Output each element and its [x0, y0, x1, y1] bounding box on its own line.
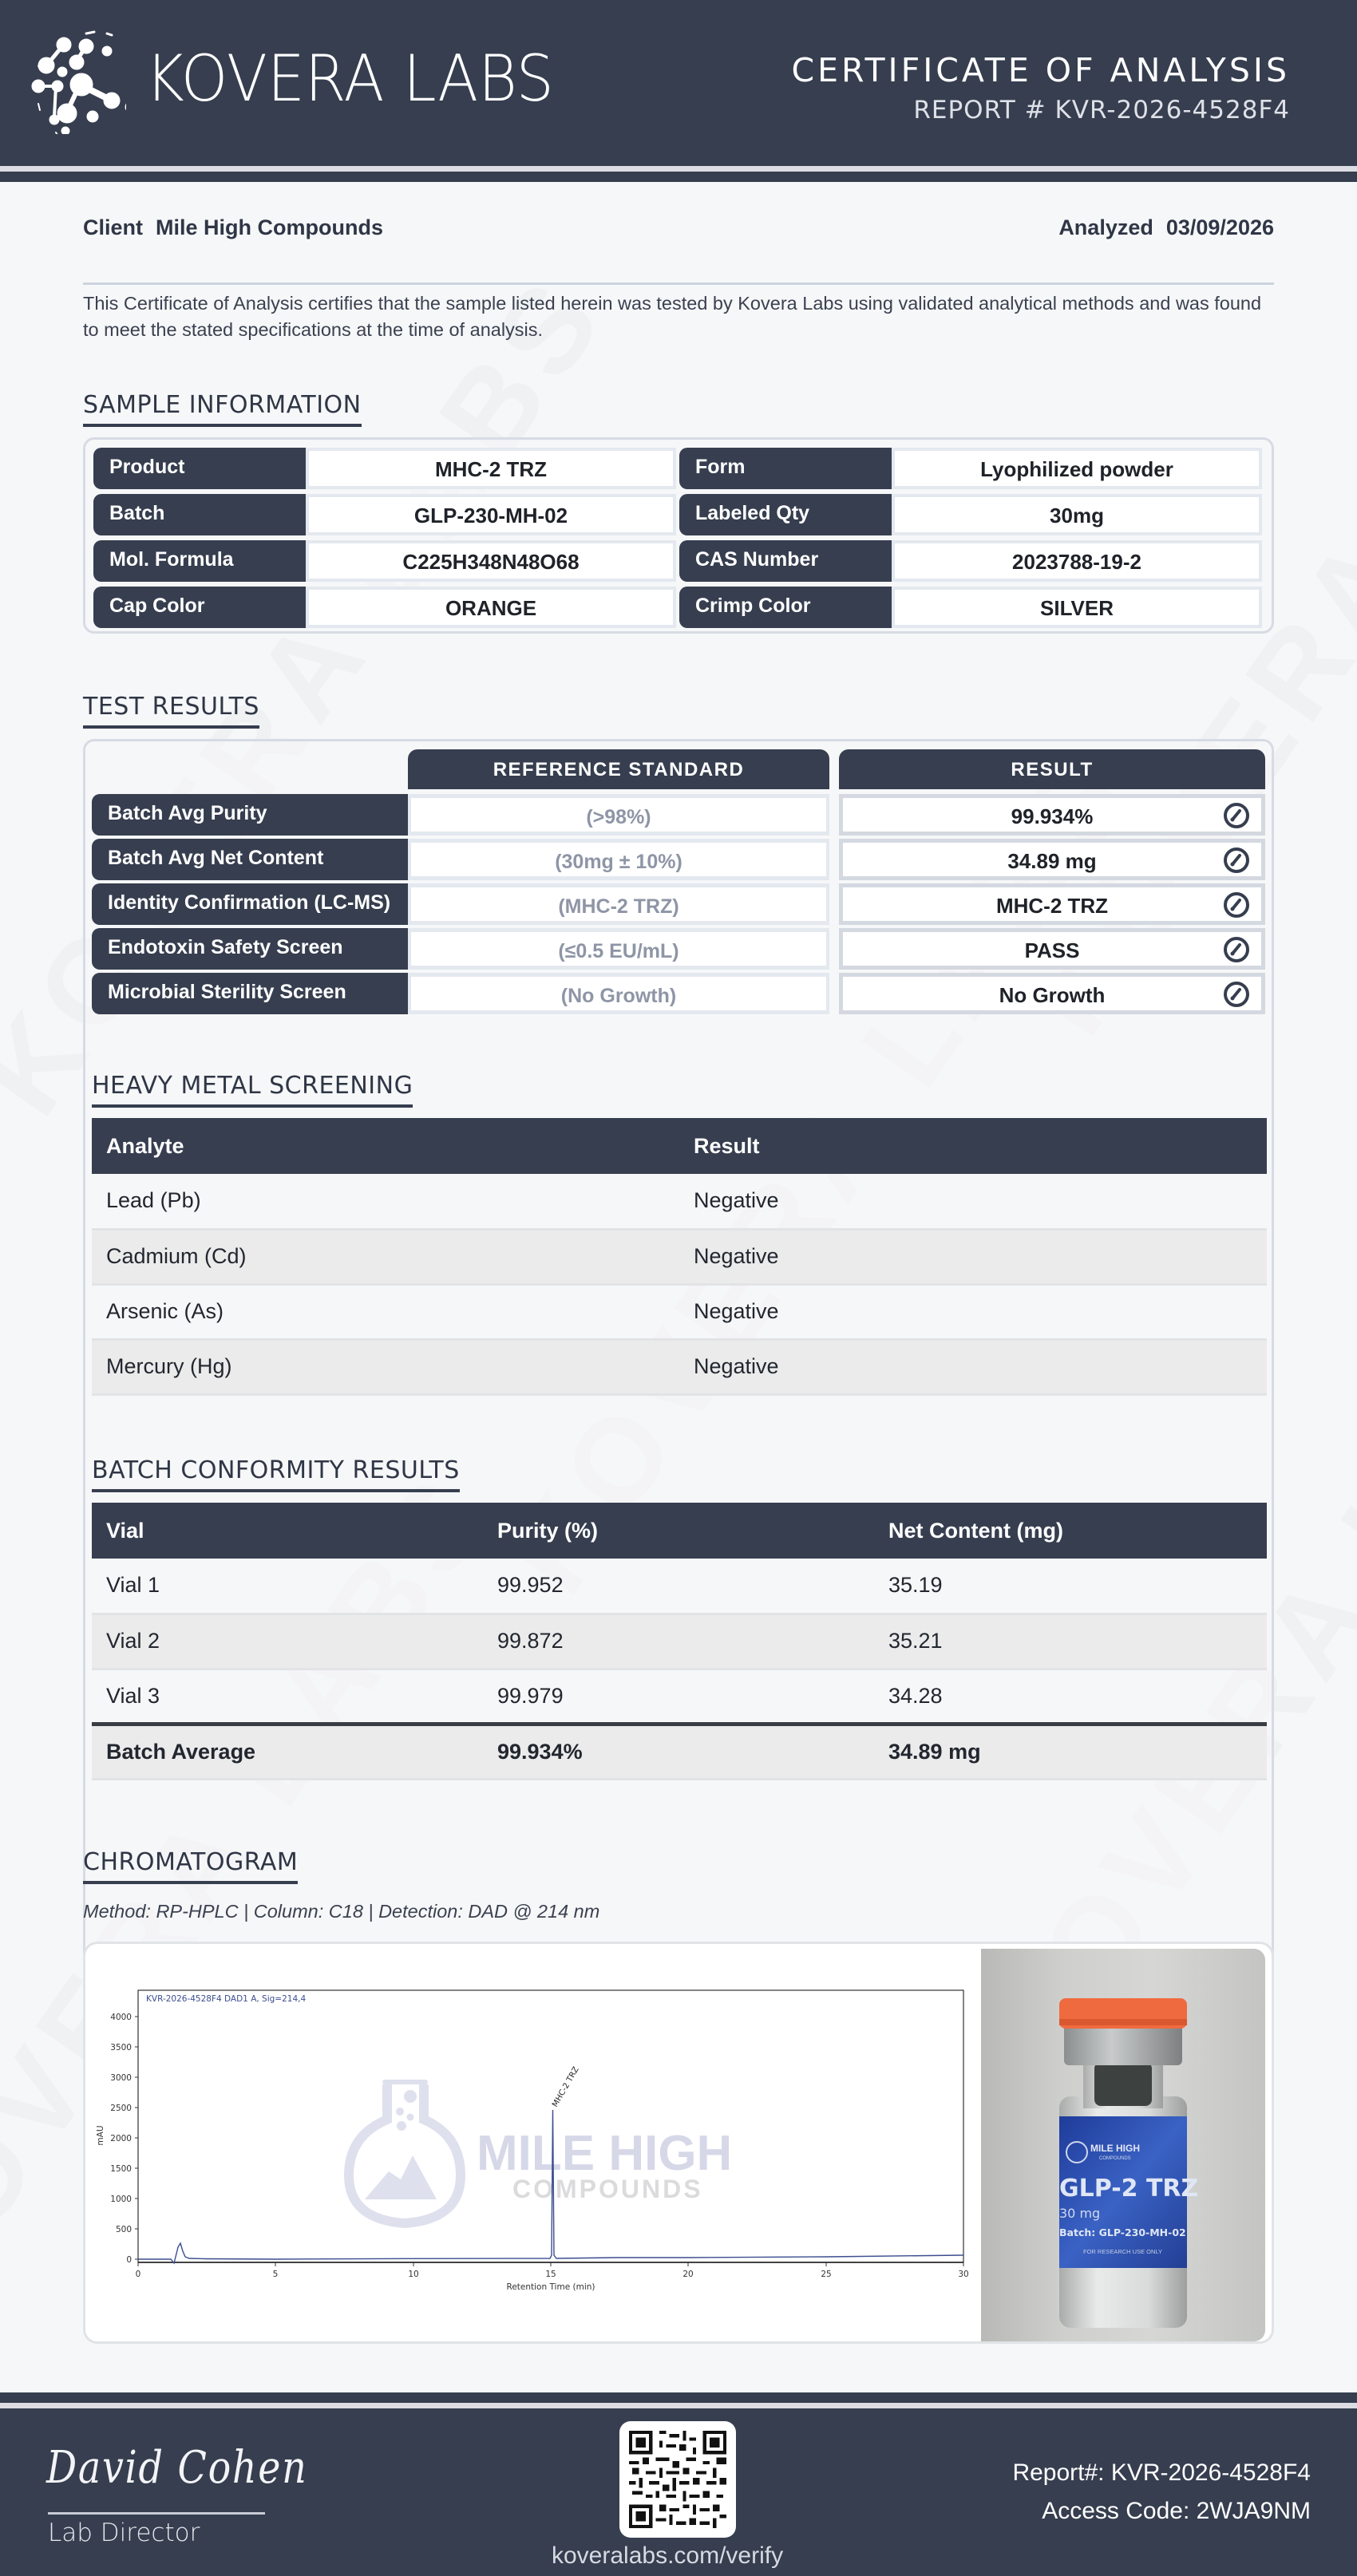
signer-title: Lab Director: [48, 2519, 200, 2547]
field-value: MHC-2 TRZ: [306, 448, 676, 489]
section-title-test-results: TEST RESULTS: [83, 693, 259, 729]
batch-conformity-table: [92, 1503, 1267, 1780]
field-label: Product: [93, 448, 306, 489]
result-value: No Growth: [839, 973, 1265, 1014]
verification-qr-code[interactable]: [619, 2421, 736, 2538]
heavy-metal-table: [92, 1118, 1267, 1396]
chromatogram-card: [83, 1942, 1274, 2344]
sample-row-form: [679, 448, 1262, 489]
field-label: Batch: [93, 494, 306, 535]
pass-check-icon: [1223, 891, 1250, 919]
svg-text:30 mg: 30 mg: [1059, 2206, 1101, 2221]
document-title: CERTIFICATE OF ANALYSIS: [791, 51, 1290, 89]
qr-code-icon: [629, 2431, 726, 2528]
sample-row-mol-formula: [93, 540, 676, 582]
field-label: Labeled Qty: [679, 494, 892, 535]
svg-text:COMPOUNDS: COMPOUNDS: [1099, 2156, 1131, 2161]
result-value: 34.89 mg: [839, 839, 1265, 880]
table-row: Arsenic (As) Negative: [92, 1284, 1267, 1339]
analyzed-label: Analyzed: [1058, 215, 1153, 239]
test-name: Microbial Sterility Screen: [92, 973, 408, 1014]
svg-text:MILE HIGH: MILE HIGH: [477, 2126, 733, 2181]
svg-text:MILE HIGH: MILE HIGH: [1090, 2143, 1140, 2154]
table-header-row: [92, 1503, 1267, 1559]
client-meta: [83, 215, 1274, 247]
column-header-result: RESULT: [839, 749, 1265, 789]
test-results-card: [83, 739, 1274, 1970]
section-title-batch-conformity: BATCH CONFORMITY RESULTS: [92, 1456, 460, 1492]
column-header: Purity (%): [483, 1503, 874, 1559]
pass-check-icon: [1223, 847, 1250, 874]
analyzed-date: 03/09/2026: [1165, 215, 1274, 239]
reference-value: (No Growth): [408, 973, 829, 1014]
field-label: CAS Number: [679, 540, 892, 582]
table-row: Mercury (Hg) Negative: [92, 1339, 1267, 1394]
column-header: Net Content (mg): [874, 1503, 1267, 1559]
reference-value: (>98%): [408, 794, 829, 836]
sample-row-cap-color: [93, 587, 676, 628]
svg-text:FOR RESEARCH USE ONLY: FOR RESEARCH USE ONLY: [1083, 2248, 1163, 2255]
column-header: Result: [679, 1118, 1267, 1174]
column-header: Vial: [92, 1503, 483, 1559]
table-row: Vial 1 99.952 35.19: [92, 1559, 1267, 1614]
field-value: C225H348N48O68: [306, 540, 676, 582]
svg-text:Batch: GLP-230-MH-02: Batch: GLP-230-MH-02: [1059, 2226, 1186, 2238]
sample-row-batch: [93, 494, 676, 535]
test-name: Batch Avg Purity: [92, 794, 408, 836]
field-value: 30mg: [892, 494, 1262, 535]
verify-link[interactable]: koveralabs.com/verify: [552, 2542, 784, 2569]
svg-text:3000: 3000: [110, 2073, 132, 2083]
chart-title: KVR-2026-4528F4 DAD1 A, Sig=214,4: [146, 1994, 307, 2004]
svg-text:1500: 1500: [110, 2164, 132, 2174]
client-label: Client: [83, 215, 144, 239]
director-signature: David Cohen: [46, 2442, 308, 2494]
batch-average-row: Batch Average 99.934% 34.89 mg: [92, 1724, 1267, 1779]
table-row: Cadmium (Cd) Negative: [92, 1229, 1267, 1284]
column-header: Analyte: [92, 1118, 679, 1174]
svg-text:500: 500: [115, 2225, 132, 2234]
section-title-heavy-metal-screening: HEAVY METAL SCREENING: [92, 1072, 413, 1108]
section-title-chromatogram: CHROMATOGRAM: [83, 1848, 298, 1884]
pass-check-icon: [1223, 802, 1250, 829]
footer-stripe: [0, 2403, 1357, 2408]
test-name: Endotoxin Safety Screen: [92, 928, 408, 970]
svg-text:GLP-2 TRZ: GLP-2 TRZ: [1059, 2175, 1199, 2203]
report-number: REPORT # KVR-2026-4528F4: [913, 96, 1290, 124]
svg-text:25: 25: [821, 2270, 832, 2279]
divider: [83, 282, 1274, 285]
svg-text:4000: 4000: [110, 2013, 132, 2022]
intro-paragraph: This Certificate of Analysis certifies that the sample listed herein was tested by Kovera Labs using validated analytical methods and was found to meet the stated specifications at the time of analysis.: [83, 293, 1262, 340]
result-value: MHC-2 TRZ: [839, 883, 1265, 925]
report-footer: [0, 2392, 1357, 2576]
header-stripe: [0, 166, 1357, 172]
kovera-molecule-logo-icon: [14, 22, 126, 134]
footer-report-number: Report#: KVR-2026-4528F4: [1012, 2459, 1311, 2486]
svg-text:15: 15: [545, 2270, 556, 2279]
field-label: Cap Color: [93, 587, 306, 628]
table-row: Vial 2 99.872 35.21: [92, 1614, 1267, 1669]
reference-value: (MHC-2 TRZ): [408, 883, 829, 925]
chromatogram-chart: [85, 1944, 979, 2343]
analyzed-meta: [1058, 215, 1274, 240]
vial-photo: [981, 1949, 1265, 2341]
field-value: Lyophilized powder: [892, 448, 1262, 489]
table-header-row: [92, 1118, 1267, 1174]
signature-line: [48, 2512, 265, 2515]
svg-text:3500: 3500: [110, 2043, 132, 2053]
reference-value: (≤0.5 EU/mL): [408, 928, 829, 970]
y-axis-ticks: [110, 2013, 138, 2265]
peak-label: MHC-2 TRZ: [551, 2065, 581, 2109]
svg-text:0: 0: [126, 2255, 132, 2265]
x-axis-label: Retention Time (min): [506, 2282, 595, 2292]
field-label: Crimp Color: [679, 587, 892, 628]
sample-information-card: [83, 437, 1274, 634]
svg-text:0: 0: [135, 2270, 141, 2279]
pass-check-icon: [1223, 981, 1250, 1008]
test-name: Batch Avg Net Content: [92, 839, 408, 880]
sample-row-crimp-color: [679, 587, 1262, 628]
mile-high-watermark-icon: [349, 2080, 461, 2223]
field-label: Form: [679, 448, 892, 489]
client-value: Mile High Compounds: [156, 215, 383, 239]
footer-access-code: Access Code: 2WJA9NM: [1042, 2498, 1311, 2524]
field-value: 2023788-19-2: [892, 540, 1262, 582]
svg-text:30: 30: [958, 2270, 969, 2279]
field-value: ORANGE: [306, 587, 676, 628]
field-value: GLP-230-MH-02: [306, 494, 676, 535]
svg-text:1000: 1000: [110, 2195, 132, 2204]
y-axis-label: mAU: [96, 2125, 105, 2146]
result-value: 99.934%: [839, 794, 1265, 836]
sample-row-cas-number: [679, 540, 1262, 582]
brand-name: KOVERA LABS: [145, 41, 554, 116]
table-row: Vial 3 99.979 34.28: [106, 1683, 943, 1708]
svg-text:2500: 2500: [110, 2104, 132, 2113]
table-row: Lead (Pb) Negative: [92, 1174, 1267, 1229]
svg-text:20: 20: [682, 2270, 694, 2279]
svg-text:10: 10: [408, 2270, 419, 2279]
field-label: Mol. Formula: [93, 540, 306, 582]
field-value: SILVER: [892, 587, 1262, 628]
result-value: PASS: [839, 928, 1265, 970]
sample-row-product: [93, 448, 676, 489]
svg-text:COMPOUNDS: COMPOUNDS: [512, 2175, 703, 2203]
column-header-reference-standard: REFERENCE STANDARD: [408, 749, 829, 789]
report-header: [0, 0, 1357, 182]
test-name: Identity Confirmation (LC-MS): [92, 883, 408, 925]
reference-value: (30mg ± 10%): [408, 839, 829, 880]
pass-check-icon: [1223, 936, 1250, 963]
section-title-sample-information: SAMPLE INFORMATION: [83, 391, 362, 427]
x-axis-ticks: [136, 2262, 969, 2279]
svg-text:5: 5: [272, 2270, 279, 2279]
sample-row-labeled-qty: [679, 494, 1262, 535]
chromatogram-method: Method: RP-HPLC | Column: C18 | Detection: DAD @ 214 nm: [83, 1901, 600, 1922]
svg-text:2000: 2000: [110, 2134, 132, 2143]
